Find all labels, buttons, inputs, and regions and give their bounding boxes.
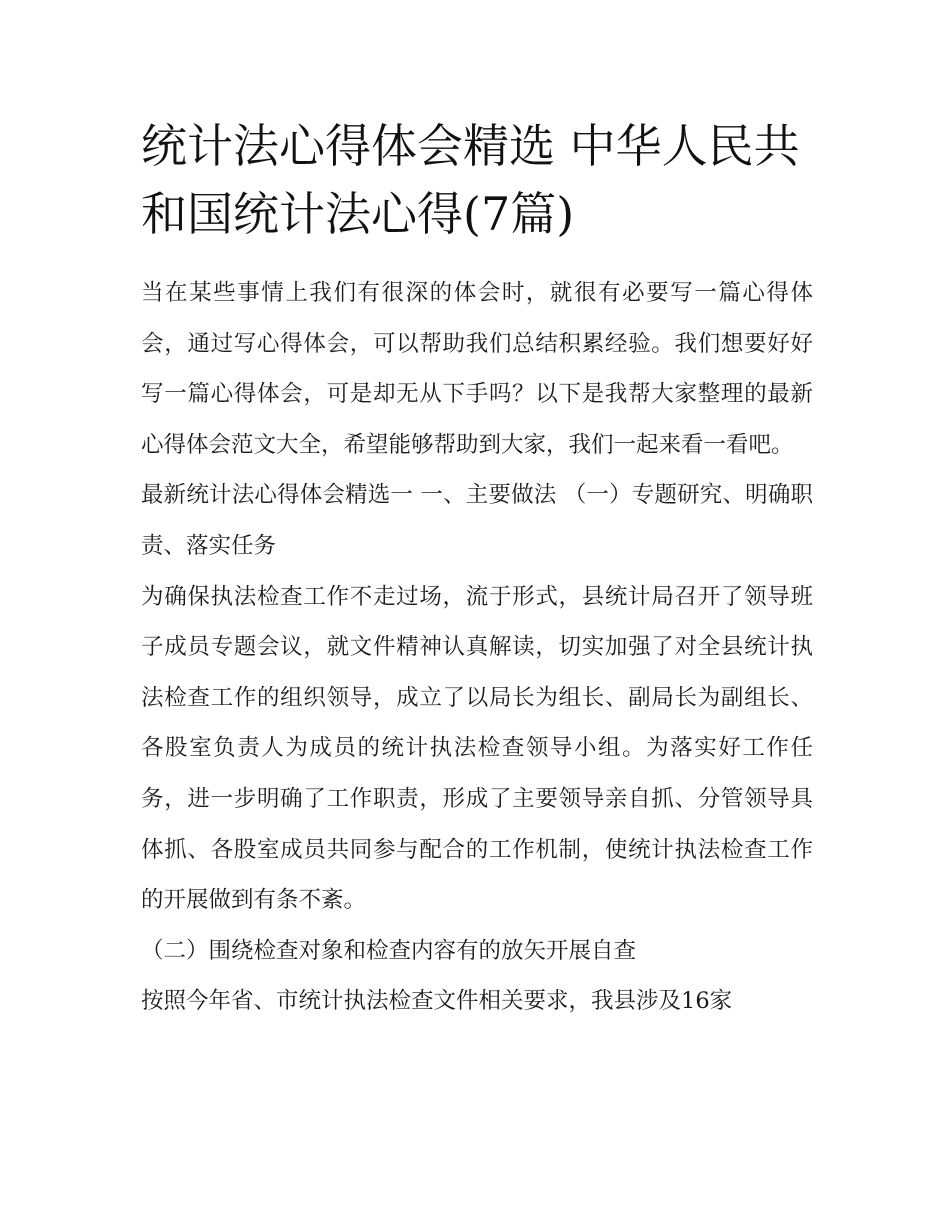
document-body [141, 112, 813, 1027]
paragraph-subheading: （二）围绕检查对象和检查内容有的放矢开展自查 [141, 937, 637, 964]
paragraph-section-heading: 最新统计法心得体会精选一 一、主要做法 （一）专题研究、明确职责、落实任务 [141, 482, 813, 559]
paragraph-body: 为确保执法检查工作不走过场，流于形式，县统计局召开了领导班子成员专题会议，就文件精神认真解读，切实加强了对全县统计执法检查工作的组织领导，成立了以局长为组长、副局长为副组长、各股室负责人为成员的统计执法检查领导小组。为落实好工作任务，进一步明确了工作职责，形成了主要领导亲自抓、分管领导具体抓、各股室成员共同参与配合的工作机制，使统计执法检查工作的开展做到有条不紊。 [141, 583, 813, 914]
paragraph-continuation: 按照今年省、市统计执法检查文件相关要求，我县涉及16家 [141, 988, 733, 1015]
document-title: 统计法心得体会精选 中华人民共和国统计法心得(7篇) [141, 119, 800, 241]
paragraph-intro: 当在某些事情上我们有很深的体会时，就很有必要写一篇心得体会，通过写心得体会，可以帮助我们总结积累经验。我们想要好好写一篇心得体会，可是却无从下手吗？以下是我帮大家整理的最新心得体会范文大全，希望能够帮助到大家，我们一起来看一看吧。 [141, 280, 813, 458]
